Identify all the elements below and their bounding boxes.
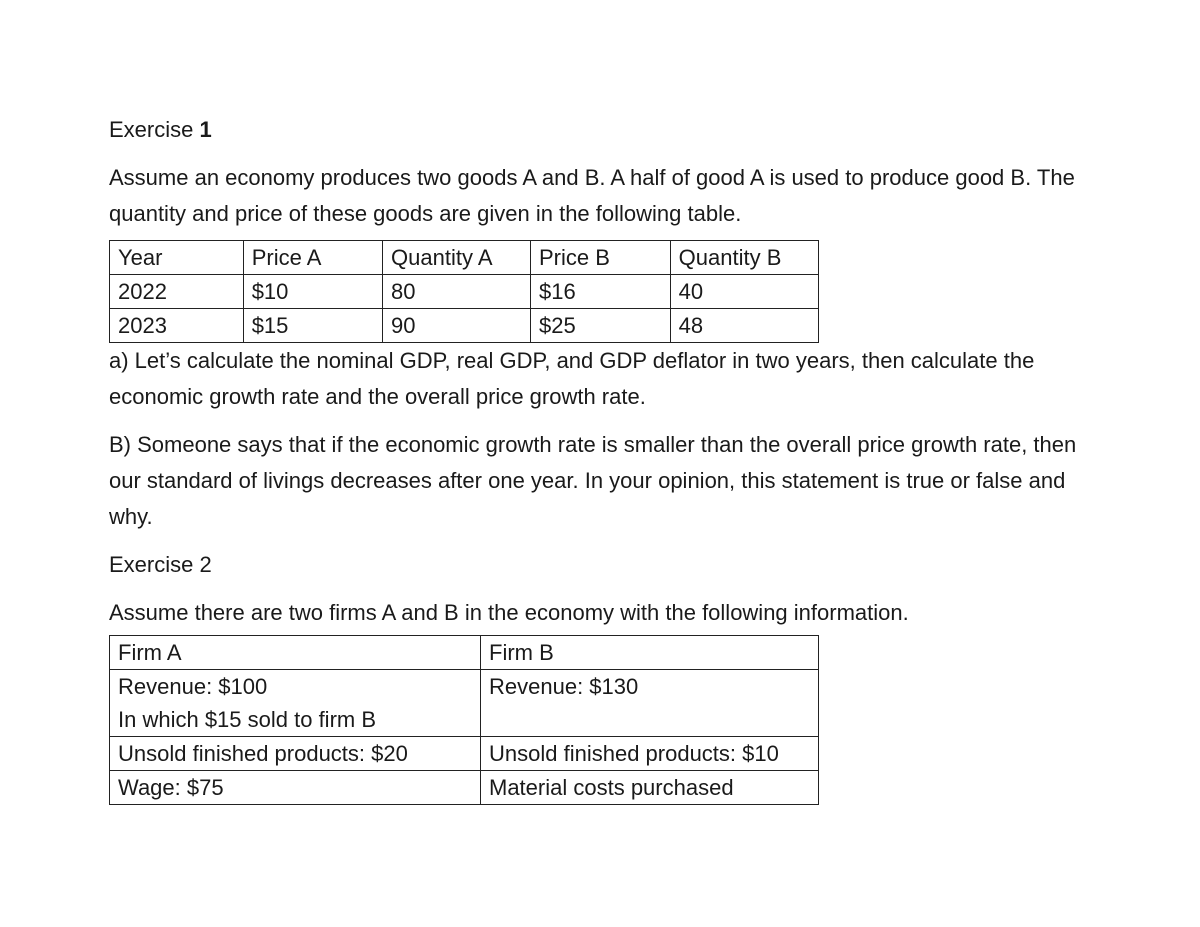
header-firm-a: Firm A (110, 636, 481, 670)
firms-table (109, 635, 819, 805)
cell-line: Revenue: $130 (489, 674, 639, 699)
table-cell (481, 771, 819, 805)
header-firm-b: Firm B (481, 636, 819, 670)
table-cell: $25 (531, 309, 671, 343)
table-row (110, 275, 819, 309)
cell-line: Revenue: $100 (118, 674, 268, 699)
table-row (110, 771, 819, 805)
table-cell (481, 737, 819, 771)
question-b: B) Someone says that if the economic growth rate is smaller than the overall price growth rate, then our standard of livings decreases after one year. In your opinion, this statement is true or false and why. (109, 432, 1077, 529)
table-cell (110, 771, 481, 805)
table-cell (110, 737, 481, 771)
table-cell: $16 (531, 275, 671, 309)
table-cell: 40 (670, 275, 818, 309)
exercise-1-heading-prefix: Exercise (109, 117, 200, 142)
table-cell: $10 (243, 275, 382, 309)
question-a: a) Let’s calculate the nominal GDP, real GDP, and GDP deflator in two years, then calculate the economic growth rate and the overall price growth rate. (109, 348, 1035, 409)
table-header-row (110, 636, 819, 670)
table-cell: 48 (670, 309, 818, 343)
header-price-b: Price B (531, 241, 671, 275)
exercise-2-heading: Exercise 2 (109, 552, 212, 577)
header-quantity-a: Quantity A (383, 241, 531, 275)
document-page (109, 112, 1089, 805)
table-row (110, 737, 819, 771)
table-cell: 90 (383, 309, 531, 343)
header-price-a: Price A (243, 241, 382, 275)
table-cell (481, 670, 819, 737)
header-year: Year (110, 241, 244, 275)
price-quantity-table (109, 240, 819, 343)
cell-line: Wage: $75 (118, 775, 224, 800)
cell-line: In which $15 sold to firm B (118, 707, 377, 732)
table-row (110, 309, 819, 343)
table-cell: 2023 (110, 309, 244, 343)
table-row (110, 670, 819, 737)
exercise-1-heading (109, 112, 1089, 148)
table-cell: 80 (383, 275, 531, 309)
cell-line: Unsold finished products: $10 (489, 741, 779, 766)
exercise-1-intro: Assume an economy produces two goods A and B. A half of good A is used to produce good B. The quantity and price of these goods are given in the following table. (109, 165, 1075, 226)
exercise-2-intro: Assume there are two firms A and B in the economy with the following information. (109, 600, 909, 625)
table-cell: $15 (243, 309, 382, 343)
table-cell (110, 670, 481, 737)
cell-line: Unsold finished products: $20 (118, 741, 408, 766)
table-cell: 2022 (110, 275, 244, 309)
header-quantity-b: Quantity B (670, 241, 818, 275)
cell-line: Material costs purchased (489, 775, 734, 800)
table-header-row (110, 241, 819, 275)
exercise-1-heading-number: 1 (199, 117, 212, 142)
